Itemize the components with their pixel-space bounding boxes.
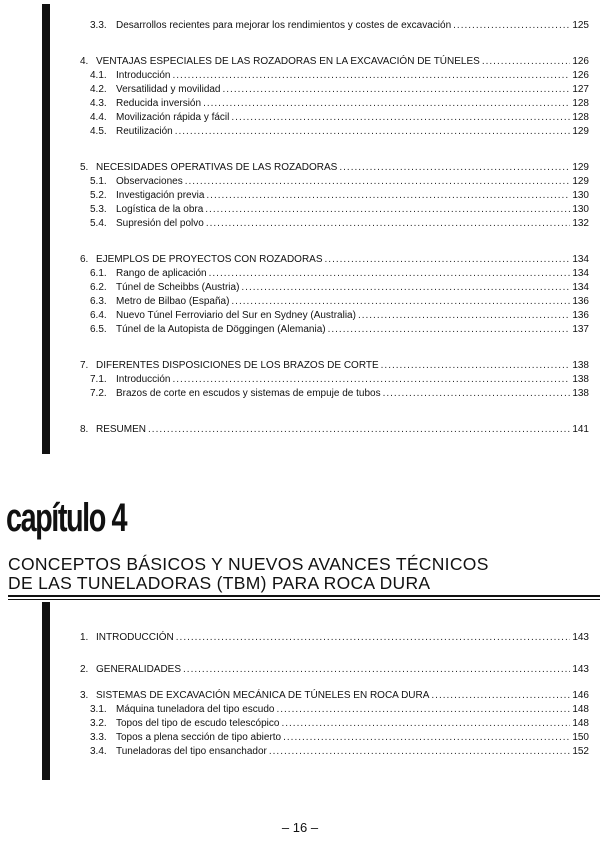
toc-entry-page: 130 (572, 190, 589, 201)
toc-entry-title: Nuevo Túnel Ferroviario del Sur en Sydney (Australia) (116, 310, 356, 321)
toc-entry (80, 254, 589, 266)
toc-top (80, 20, 589, 450)
toc-entry (80, 112, 589, 124)
toc-entry-title: Observaciones (116, 176, 183, 187)
toc-entry-number: 6.2. (90, 282, 107, 293)
toc-entry-page: 136 (572, 296, 589, 307)
toc-entry-title: VENTAJAS ESPECIALES DE LAS ROZADORAS EN LA EXCAVACIÓN DE TÚNELES (96, 56, 480, 67)
toc-entry (80, 204, 589, 216)
toc-leader-dots (269, 746, 570, 758)
toc-entry-page: 134 (572, 254, 589, 265)
toc-entry-page: 132 (572, 218, 589, 229)
toc-leader-dots (281, 718, 570, 730)
toc-entry-number: 2. (80, 664, 89, 675)
toc-entry-number: 3. (80, 690, 89, 701)
toc-entry-page: 137 (572, 324, 589, 335)
toc-entry-page: 126 (572, 70, 589, 81)
toc-entry-title: DIFERENTES DISPOSICIONES DE LOS BRAZOS DE CORTE (96, 360, 379, 371)
toc-leader-dots (205, 204, 570, 216)
toc-entry-page: 134 (572, 268, 589, 279)
toc-leader-dots (383, 388, 571, 400)
toc-entry-page: 148 (572, 704, 589, 715)
toc-entry-number: 4.2. (90, 84, 107, 95)
toc-leader-dots (339, 162, 570, 174)
toc-leader-dots (172, 374, 570, 386)
toc-entry-number: 3.3. (90, 732, 107, 743)
toc-entry-page: 150 (572, 732, 589, 743)
toc-entry-number: 7. (80, 360, 89, 371)
toc-entry-number: 7.1. (90, 374, 107, 385)
toc-entry (80, 632, 589, 644)
toc-entry (80, 310, 589, 322)
toc-leader-dots (148, 424, 570, 436)
toc-entry (80, 126, 589, 138)
toc-leader-dots (206, 218, 570, 230)
toc-entry-page: 143 (572, 632, 589, 643)
toc-entry-number: 5.4. (90, 218, 107, 229)
toc-entry-number: 6.4. (90, 310, 107, 321)
toc-entry (80, 732, 589, 744)
toc-leader-dots (276, 704, 570, 716)
toc-entry-title: Topos a plena sección de tipo abierto (116, 732, 282, 743)
chapter-title: capítulo 4 (6, 496, 127, 540)
toc-entry (80, 162, 589, 174)
toc-entry (80, 70, 589, 82)
toc-entry-number: 3.1. (90, 704, 107, 715)
toc-entry (80, 374, 589, 386)
toc-leader-dots (431, 690, 570, 702)
toc-entry-page: 128 (572, 112, 589, 123)
toc-leader-dots (482, 56, 570, 68)
toc-leader-dots (203, 98, 570, 110)
toc-entry-number: 5.3. (90, 204, 107, 215)
toc-entry (80, 690, 589, 702)
toc-entry-page: 126 (572, 56, 589, 67)
toc-entry (80, 218, 589, 230)
toc-entry (80, 746, 589, 758)
toc-entry-number: 5. (80, 162, 89, 173)
chapter-subtitle-line2: DE LAS TUNELADORAS (TBM) PARA ROCA DURA (8, 573, 431, 593)
toc-entry-page: 134 (572, 282, 589, 293)
toc-entry-page: 127 (572, 84, 589, 95)
toc-entry-title: Metro de Bilbao (España) (116, 296, 230, 307)
toc-entry-title: Supresión del polvo (116, 218, 204, 229)
toc-entry-number: 6.5. (90, 324, 107, 335)
toc-entry-title: Túnel de la Autopista de Döggingen (Alemania) (116, 324, 326, 335)
toc-entry-title: Investigación previa (116, 190, 205, 201)
toc-entry (80, 98, 589, 110)
toc-entry-number: 3.2. (90, 718, 107, 729)
toc-entry (80, 268, 589, 280)
left-margin-bar-bottom (42, 602, 50, 780)
toc-leader-dots (231, 296, 570, 308)
toc-entry-number: 7.2. (90, 388, 107, 399)
toc-entry (80, 282, 589, 294)
toc-entry-title: Túnel de Scheibbs (Austria) (116, 282, 240, 293)
toc-leader-dots (325, 254, 571, 266)
toc-entry-number: 5.2. (90, 190, 107, 201)
toc-entry-number: 4. (80, 56, 89, 67)
toc-entry (80, 324, 589, 336)
toc-entry-page: 138 (572, 388, 589, 399)
chapter-rule-2 (8, 599, 600, 600)
toc-entry (80, 56, 589, 68)
toc-entry-number: 4.4. (90, 112, 107, 123)
chapter-subtitle (8, 555, 489, 593)
toc-entry-title: Versatilidad y movilidad (116, 84, 221, 95)
toc-entry-page: 125 (572, 20, 589, 31)
toc-entry-page: 129 (572, 162, 589, 173)
toc-entry-page: 141 (572, 424, 589, 435)
toc-leader-dots (206, 190, 570, 202)
toc-entry (80, 424, 589, 436)
toc-entry-title: Movilización rápida y fácil (116, 112, 230, 123)
toc-entry-title: Introducción (116, 374, 171, 385)
toc-entry (80, 360, 589, 372)
chapter-rule-1 (8, 595, 600, 597)
toc-entry-number: 4.1. (90, 70, 107, 81)
toc-entry-number: 6.3. (90, 296, 107, 307)
toc-leader-dots (223, 84, 571, 96)
toc-entry-number: 6. (80, 254, 89, 265)
toc-entry-page: 129 (572, 126, 589, 137)
toc-leader-dots (241, 282, 570, 294)
toc-entry (80, 704, 589, 716)
toc-entry-title: Brazos de corte en escudos y sistemas de empuje de tubos (116, 388, 381, 399)
toc-entry-page: 152 (572, 746, 589, 757)
toc-entry-page: 129 (572, 176, 589, 187)
toc-entry-number: 1. (80, 632, 89, 643)
toc-entry-page: 136 (572, 310, 589, 321)
toc-leader-dots (175, 126, 571, 138)
toc-leader-dots (328, 324, 571, 336)
toc-entry (80, 20, 589, 32)
toc-leader-dots (183, 664, 570, 676)
toc-bottom (80, 632, 589, 772)
toc-entry-number: 5.1. (90, 176, 107, 187)
toc-entry-page: 148 (572, 718, 589, 729)
toc-entry-number: 4.5. (90, 126, 107, 137)
toc-entry-title: NECESIDADES OPERATIVAS DE LAS ROZADORAS (96, 162, 338, 173)
toc-leader-dots (381, 360, 571, 372)
toc-entry-title: Topos del tipo de escudo telescópico (116, 718, 280, 729)
toc-entry-number: 3.4. (90, 746, 107, 757)
toc-entry-title: Rango de aplicación (116, 268, 207, 279)
toc-entry-title: Reutilización (116, 126, 173, 137)
toc-entry-title: Desarrollos recientes para mejorar los rendimientos y costes de excavación (116, 20, 452, 31)
toc-leader-dots (231, 112, 570, 124)
toc-leader-dots (172, 70, 570, 82)
toc-entry-title: RESUMEN (96, 424, 147, 435)
chapter-subtitle-line1: CONCEPTOS BÁSICOS Y NUEVOS AVANCES TÉCNICOS (8, 554, 489, 574)
toc-entry (80, 296, 589, 308)
toc-entry (80, 176, 589, 188)
toc-entry-page: 130 (572, 204, 589, 215)
left-margin-bar-top (42, 4, 50, 454)
toc-leader-dots (358, 310, 570, 322)
toc-entry (80, 718, 589, 730)
toc-leader-dots (283, 732, 570, 744)
toc-entry-page: 128 (572, 98, 589, 109)
toc-leader-dots (209, 268, 571, 280)
toc-entry-title: Logística de la obra (116, 204, 204, 215)
toc-entry-number: 6.1. (90, 268, 107, 279)
toc-entry-page: 138 (572, 374, 589, 385)
toc-entry (80, 388, 589, 400)
page-number: – 16 – (281, 820, 319, 835)
toc-entry-title: INTRODUCCIÓN (96, 632, 174, 643)
toc-leader-dots (176, 632, 571, 644)
toc-entry-title: Tuneladoras del tipo ensanchador (116, 746, 267, 757)
toc-entry-title: Máquina tuneladora del tipo escudo (116, 704, 275, 715)
toc-entry-title: Reducida inversión (116, 98, 202, 109)
toc-entry-title: Introducción (116, 70, 171, 81)
toc-entry (80, 190, 589, 202)
toc-entry-title: GENERALIDADES (96, 664, 182, 675)
toc-entry-page: 146 (572, 690, 589, 701)
toc-entry (80, 664, 589, 676)
toc-entry-number: 4.3. (90, 98, 107, 109)
toc-leader-dots (185, 176, 571, 188)
toc-entry-number: 3.3. (90, 20, 107, 31)
toc-leader-dots (453, 20, 570, 32)
toc-entry (80, 84, 589, 96)
toc-entry-page: 138 (572, 360, 589, 371)
toc-entry-title: EJEMPLOS DE PROYECTOS CON ROZADORAS (96, 254, 323, 265)
toc-entry-title: SISTEMAS DE EXCAVACIÓN MECÁNICA DE TÚNELES EN ROCA DURA (96, 690, 430, 701)
toc-entry-page: 143 (572, 664, 589, 675)
toc-entry-number: 8. (80, 424, 89, 435)
